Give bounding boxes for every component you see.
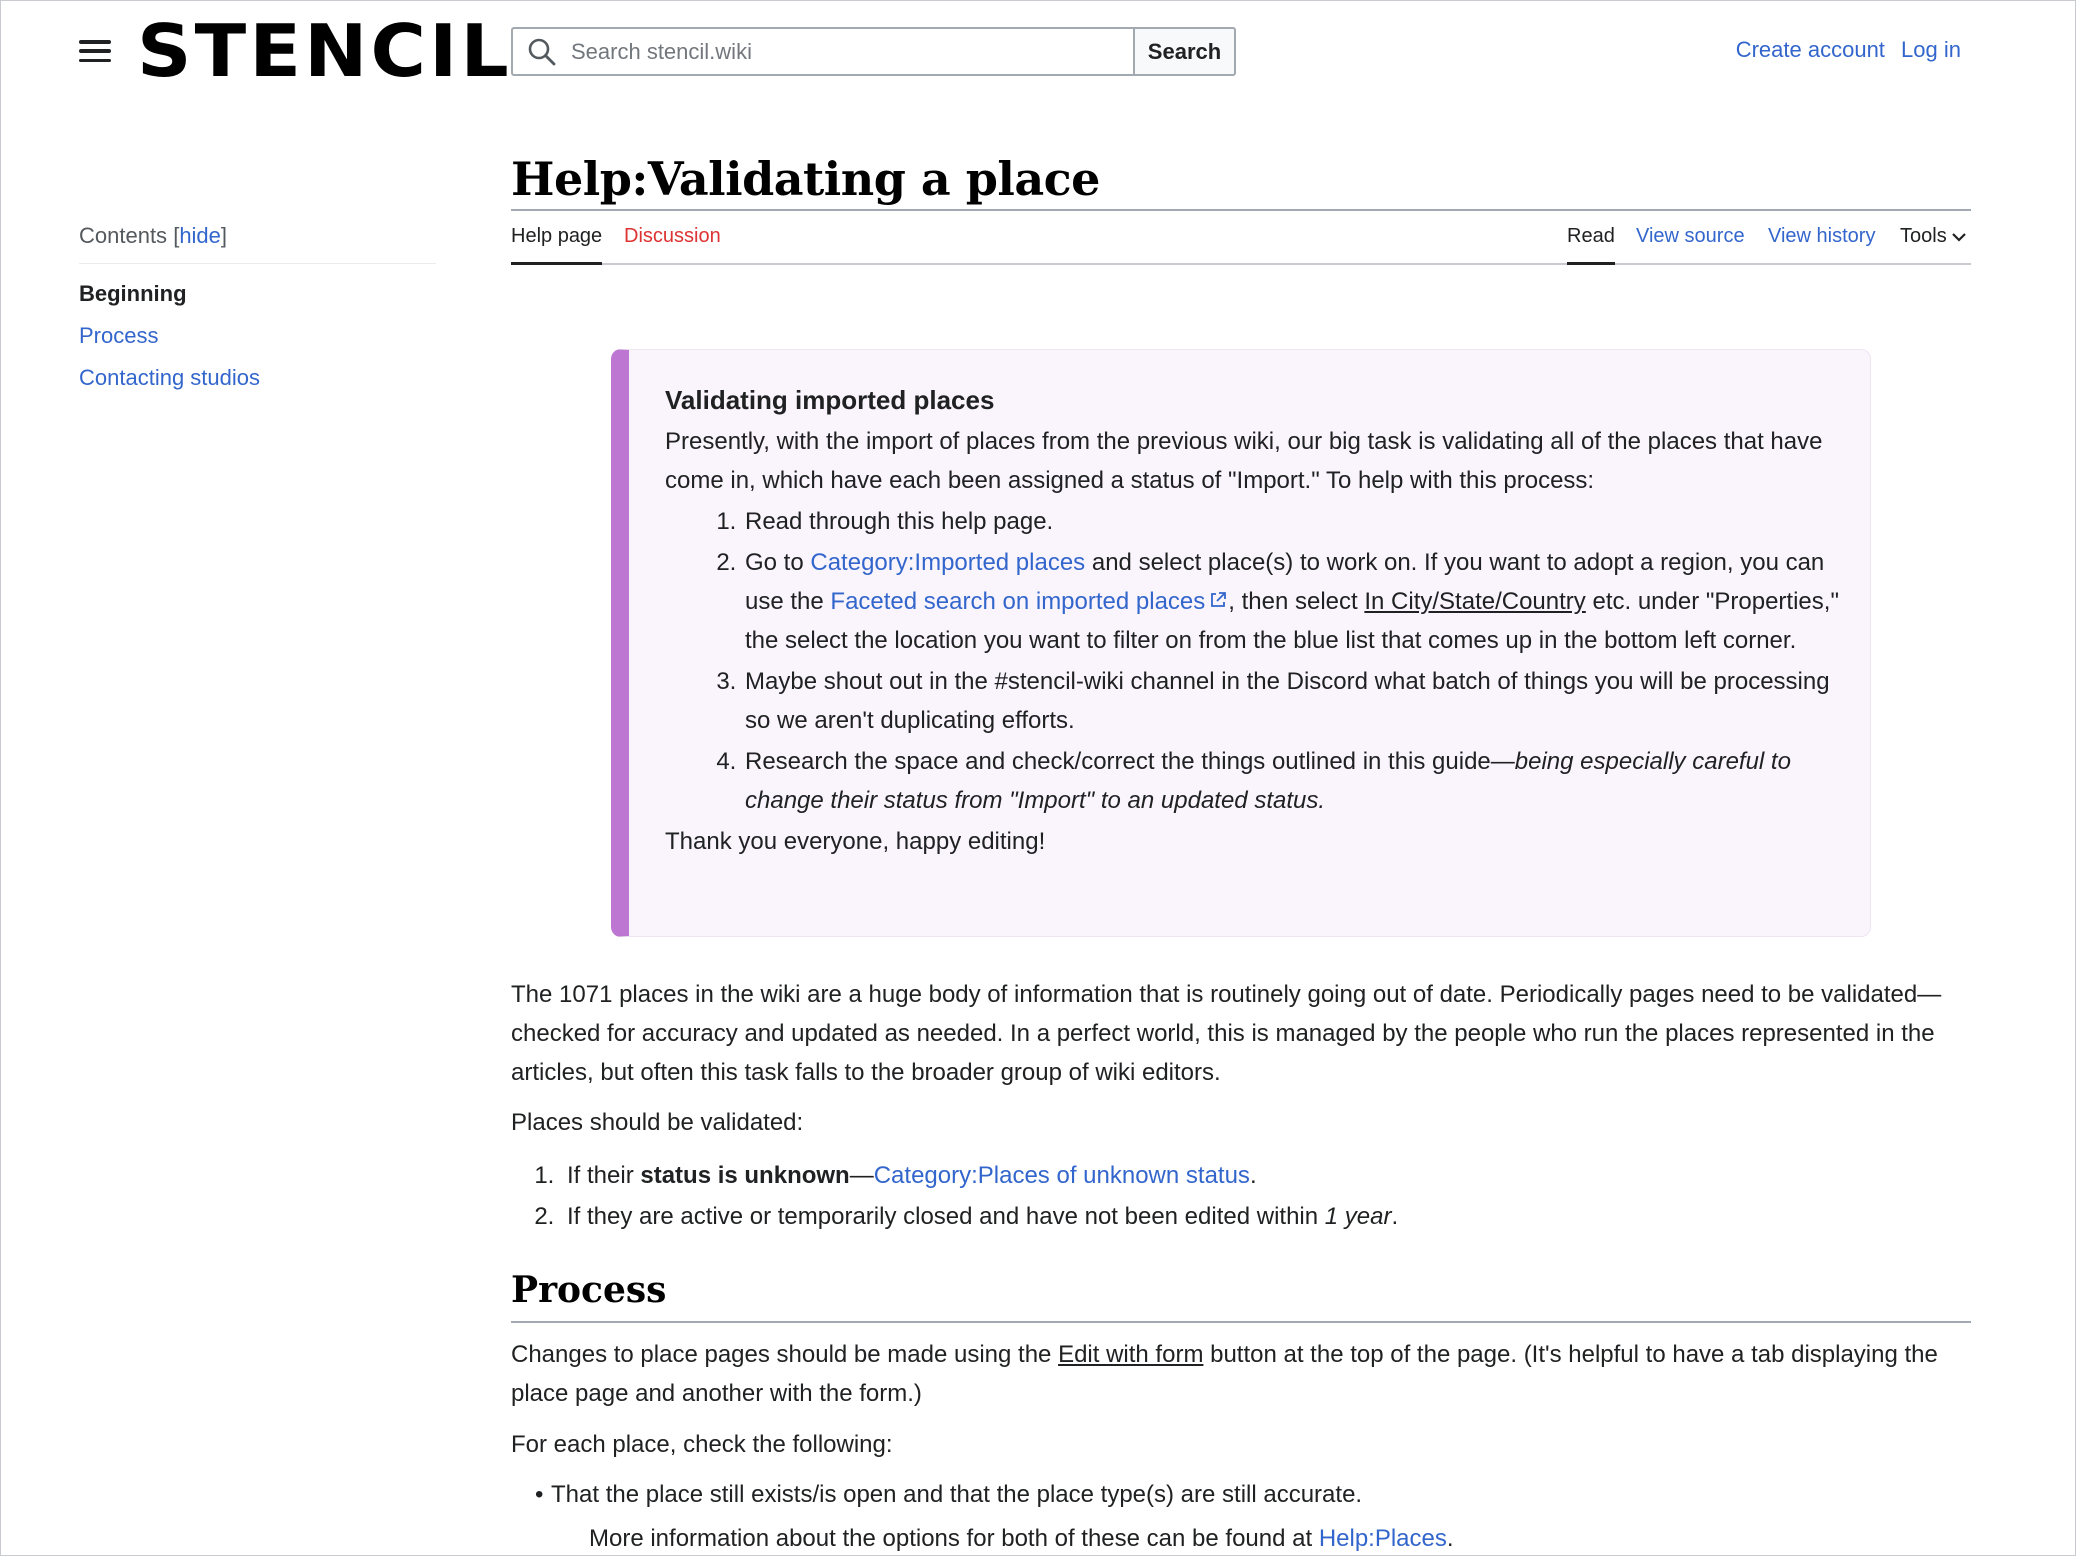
- in-city-state-country-link[interactable]: In City/State/Country: [1364, 588, 1586, 615]
- step2-text-a: Go to: [745, 549, 811, 576]
- category-imported-places-link[interactable]: Category:Imported places: [810, 549, 1086, 576]
- process-divider: [511, 1321, 1971, 1323]
- step2-text-d: etc. under "Properties," the select the location you want to filter on from the blue list that comes up in the bottom left corner.: [745, 588, 1839, 654]
- main-menu-icon[interactable]: [79, 37, 111, 65]
- crit1-dash: —: [849, 1162, 874, 1189]
- changes-text-a: Changes to place pages should be made using the: [511, 1341, 1059, 1368]
- title-divider: [511, 209, 1971, 211]
- crit1-text: If their: [567, 1162, 641, 1189]
- check-list-item: [535, 1475, 1362, 1514]
- criteria-item-1: [561, 1155, 1961, 1196]
- create-account-link[interactable]: Create account: [1735, 37, 1885, 62]
- toc-item-beginning[interactable]: Beginning: [79, 281, 187, 306]
- search-input[interactable]: [571, 39, 1111, 65]
- log-in-link[interactable]: Log in: [1901, 37, 1961, 62]
- step2-text-c: , then select: [1228, 588, 1365, 615]
- toc-item-contacting-studios[interactable]: [79, 365, 436, 391]
- help-places-link[interactable]: Help:Places: [1318, 1525, 1447, 1552]
- criteria-item-2: [561, 1196, 1961, 1237]
- notice-box: [611, 349, 1871, 937]
- crit1-bold: status is unknown: [640, 1162, 850, 1189]
- toc-label: Contents: [79, 223, 168, 248]
- crit2-emphasis: 1 year: [1324, 1203, 1392, 1230]
- toc-hide-link[interactable]: hide: [179, 223, 221, 248]
- toc-process-link[interactable]: Process: [79, 323, 159, 348]
- more-info-end: .: [1446, 1525, 1454, 1552]
- step2-text-b: and select place(s) to work on. If you want to adopt a region, you can use the: [745, 549, 1825, 615]
- tools-dropdown[interactable]: [1900, 225, 1967, 265]
- intro-paragraph: The 1071 places in the wiki are a huge body of information that is routinely going out of date. Periodically pages need to be validated—checked for accuracy and updated as needed. In a perfect world, this is managed by the people who run the places represented in the articles, but often this task falls to the broader group of wiki editors.: [511, 981, 1942, 1086]
- bullet-icon: •: [535, 1481, 544, 1508]
- page-tabs: [511, 223, 1971, 265]
- faceted-search-label: Faceted search on imported places: [830, 588, 1206, 615]
- toc-bracket-open: [: [173, 223, 180, 248]
- for-each-paragraph: For each place, check the following:: [511, 1431, 893, 1458]
- validation-criteria-list: [561, 1155, 1961, 1237]
- tab-help-page[interactable]: Help page: [511, 225, 602, 265]
- more-info-text: More information about the options for both of these can be found at: [589, 1525, 1319, 1552]
- edit-with-form-link[interactable]: Edit with form: [1058, 1341, 1204, 1368]
- tools-label: Tools: [1900, 225, 1947, 247]
- search-box: [511, 27, 1134, 76]
- notice-intro: Presently, with the import of places from the previous wiki, our big task is validating all of the places that have come in, which have each been assigned a status of "Import." To help with this process:: [665, 428, 1823, 494]
- tab-discussion[interactable]: Discussion: [624, 225, 721, 247]
- toc-contacting-studios-link[interactable]: Contacting studios: [79, 365, 260, 390]
- faceted-search-link[interactable]: [830, 588, 1228, 615]
- external-link-icon: [1208, 590, 1228, 610]
- crit2-end: .: [1391, 1203, 1399, 1230]
- notice-step-1: 1. Read through this help page.: [743, 502, 1855, 541]
- chevron-down-icon: [1951, 231, 1967, 243]
- notice-thanks: Thank you everyone, happy editing!: [665, 828, 1046, 855]
- more-info-paragraph: [589, 1519, 1454, 1556]
- changes-paragraph: [511, 1335, 1971, 1413]
- tab-read[interactable]: Read: [1567, 225, 1615, 265]
- tab-view-history[interactable]: View history: [1768, 225, 1876, 247]
- page-title: Help:Validating a place: [511, 152, 1100, 206]
- toc-item-process[interactable]: [79, 323, 436, 349]
- category-unknown-status-link[interactable]: Category:Places of unknown status: [873, 1162, 1250, 1189]
- notice-title: Validating imported places: [665, 385, 995, 415]
- table-of-contents: [79, 223, 436, 391]
- user-links: [1726, 37, 1961, 63]
- changes-text-b: button at the top of the page. (It's helpful to have a tab displaying the place page and another with the form.): [511, 1341, 1938, 1407]
- process-heading: Process: [511, 1269, 667, 1311]
- notice-step-4: [743, 742, 1855, 820]
- tab-view-source[interactable]: View source: [1636, 225, 1745, 247]
- notice-step-2: [743, 543, 1855, 660]
- crit1-end: .: [1249, 1162, 1257, 1189]
- search-icon: [527, 37, 557, 67]
- check-item-1: That the place still exists/is open and that the place type(s) are still accurate.: [551, 1481, 1363, 1508]
- toc-header: [79, 223, 436, 264]
- toc-bracket-close: ]: [220, 223, 228, 248]
- step4-emphasis: being especially careful to change their status from "Import" to an updated status.: [745, 748, 1791, 814]
- notice-step-3: 3. Maybe shout out in the #stencil-wiki channel in the Discord what batch of things you will be processing so we aren't duplicating efforts.: [743, 662, 1855, 740]
- places-should-paragraph: Places should be validated:: [511, 1109, 804, 1136]
- site-logo[interactable]: STENCIL: [137, 9, 512, 93]
- crit2-text: If they are active or temporarily closed and have not been edited within: [567, 1203, 1325, 1230]
- notice-steps: [743, 502, 1855, 820]
- step4-text: Research the space and check/correct the things outlined in this guide—: [745, 748, 1515, 775]
- search-button[interactable]: Search: [1133, 27, 1236, 76]
